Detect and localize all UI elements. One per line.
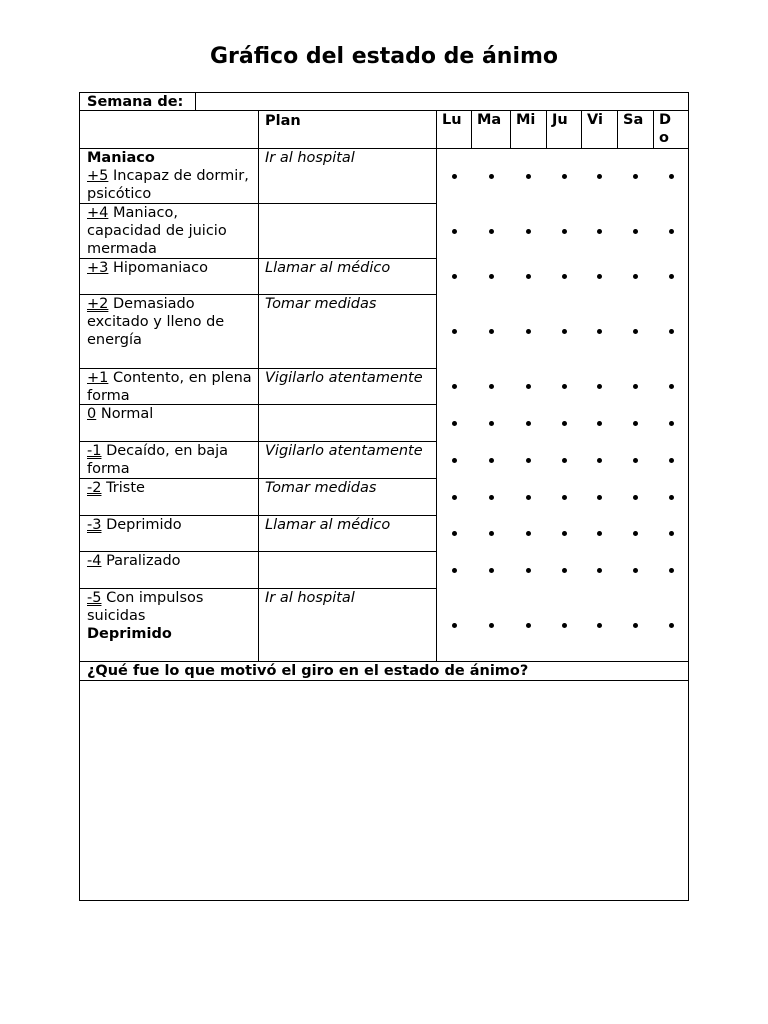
plan-action: Vigilarlo atentamente — [265, 443, 423, 459]
mood-score: +3 — [87, 260, 109, 276]
mood-dot[interactable] — [489, 458, 494, 463]
mood-level-label — [87, 369, 253, 405]
mood-score: -5 — [87, 590, 102, 606]
day-column-divider — [471, 110, 472, 148]
plan-action: Ir al hospital — [265, 150, 355, 166]
mood-score: -1 — [87, 443, 102, 459]
mood-dot[interactable] — [669, 384, 674, 389]
day-header: Lu — [442, 112, 462, 128]
mood-dot[interactable] — [562, 568, 567, 573]
mood-dot[interactable] — [597, 421, 602, 426]
mood-dot[interactable] — [562, 495, 567, 500]
mood-dot[interactable] — [526, 174, 531, 179]
mood-dot[interactable] — [669, 568, 674, 573]
mood-dot[interactable] — [597, 495, 602, 500]
plan-action: Llamar al médico — [265, 260, 391, 276]
mood-dot[interactable] — [669, 531, 674, 536]
answer-area[interactable] — [80, 681, 688, 900]
mood-dot[interactable] — [597, 623, 602, 628]
mood-level-label — [87, 516, 253, 534]
mood-dot[interactable] — [669, 458, 674, 463]
mood-level-label — [87, 259, 253, 277]
column-divider — [436, 110, 437, 661]
plan-action: Tomar medidas — [265, 296, 377, 312]
plan-action: Tomar medidas — [265, 480, 377, 496]
mood-dot[interactable] — [452, 568, 457, 573]
mood-description: Incapaz de dormir, psicótico — [87, 168, 249, 202]
mood-dot[interactable] — [452, 174, 457, 179]
mood-level-label — [87, 405, 253, 423]
mood-dot[interactable] — [633, 458, 638, 463]
mood-description: Demasiado excitado y lleno de energía — [87, 296, 225, 348]
mood-description: Decaído, en baja forma — [87, 443, 229, 477]
plan-action: Llamar al médico — [265, 517, 391, 533]
mood-dot[interactable] — [489, 229, 494, 234]
mood-dot[interactable] — [562, 174, 567, 179]
mood-dot[interactable] — [452, 623, 457, 628]
mood-description: Deprimido — [101, 517, 182, 533]
day-column-divider — [617, 110, 618, 148]
plan-action: Vigilarlo atentamente — [265, 370, 423, 386]
mood-dot[interactable] — [633, 384, 638, 389]
mood-dot[interactable] — [526, 274, 531, 279]
day-header: Vi — [587, 112, 603, 128]
mood-score: +2 — [87, 296, 109, 312]
mood-dot[interactable] — [633, 174, 638, 179]
day-header: Sa — [623, 112, 644, 128]
mood-dot[interactable] — [562, 531, 567, 536]
mood-dot[interactable] — [489, 174, 494, 179]
mood-dot[interactable] — [669, 495, 674, 500]
column-divider — [258, 110, 259, 661]
question-label: ¿Qué fue lo que motivó el giro en el estado de ánimo? — [87, 663, 529, 679]
day-column-divider — [546, 110, 547, 148]
mood-dot[interactable] — [526, 384, 531, 389]
mood-dot[interactable] — [526, 329, 531, 334]
mood-dot[interactable] — [597, 568, 602, 573]
mood-dot[interactable] — [489, 421, 494, 426]
mood-description: Con impulsos suicidas — [87, 590, 204, 624]
mood-dot[interactable] — [669, 329, 674, 334]
mood-dot[interactable] — [597, 329, 602, 334]
mood-dot[interactable] — [562, 421, 567, 426]
mood-dot[interactable] — [489, 384, 494, 389]
mood-dot[interactable] — [669, 421, 674, 426]
mood-dot[interactable] — [526, 623, 531, 628]
mood-dot[interactable] — [489, 495, 494, 500]
plan-header: Plan — [265, 113, 301, 129]
mood-dot[interactable] — [526, 458, 531, 463]
mood-dot[interactable] — [633, 274, 638, 279]
mood-dot[interactable] — [633, 329, 638, 334]
mood-dot[interactable] — [669, 274, 674, 279]
mood-score: +1 — [87, 370, 109, 386]
day-header: Ma — [477, 112, 502, 128]
mood-dot[interactable] — [633, 531, 638, 536]
mood-description: Normal — [96, 406, 154, 422]
mood-score: -3 — [87, 517, 102, 533]
mood-level-label — [87, 589, 253, 643]
mood-dot[interactable] — [489, 623, 494, 628]
mood-dot[interactable] — [452, 458, 457, 463]
mood-dot[interactable] — [669, 623, 674, 628]
mood-dot[interactable] — [489, 274, 494, 279]
mood-dot[interactable] — [452, 531, 457, 536]
mood-dot[interactable] — [526, 568, 531, 573]
mood-dot[interactable] — [669, 174, 674, 179]
week-label: Semana de: — [87, 94, 184, 110]
mood-dot[interactable] — [597, 274, 602, 279]
mood-level-label — [87, 442, 253, 478]
mood-dot[interactable] — [526, 531, 531, 536]
day-column-divider — [510, 110, 511, 148]
day-column-divider — [653, 110, 654, 148]
week-field-divider — [195, 92, 196, 110]
mood-description: Hipomaniaco — [108, 260, 208, 276]
mood-dot[interactable] — [526, 229, 531, 234]
mood-dot[interactable] — [633, 421, 638, 426]
mood-level-label — [87, 204, 253, 258]
mood-description: Triste — [101, 480, 145, 496]
mood-score: 0 — [87, 406, 97, 422]
mood-dot[interactable] — [489, 329, 494, 334]
mood-dot[interactable] — [562, 329, 567, 334]
mood-description: Contento, en plena forma — [87, 370, 252, 404]
mood-description: Maniaco, capacidad de juicio mermada — [87, 205, 227, 257]
mood-score: -4 — [87, 553, 102, 569]
mood-dot[interactable] — [597, 384, 602, 389]
mood-dot[interactable] — [562, 274, 567, 279]
mood-dot[interactable] — [562, 229, 567, 234]
day-column-divider — [581, 110, 582, 148]
mood-dot[interactable] — [526, 421, 531, 426]
plan-action: Ir al hospital — [265, 590, 355, 606]
mood-dot[interactable] — [452, 274, 457, 279]
mood-level-label — [87, 552, 253, 570]
day-header: Ju — [552, 112, 568, 128]
mood-dot[interactable] — [452, 229, 457, 234]
mood-dot[interactable] — [669, 229, 674, 234]
mood-description: Paralizado — [101, 553, 181, 569]
mood-dot[interactable] — [489, 531, 494, 536]
mood-level-label — [87, 149, 253, 203]
mood-dot[interactable] — [452, 329, 457, 334]
mood-dot[interactable] — [452, 384, 457, 389]
week-field[interactable] — [195, 92, 688, 93]
mood-score: -2 — [87, 480, 102, 496]
mood-dot[interactable] — [562, 623, 567, 628]
page-title: Gráfico del estado de ánimo — [209, 44, 559, 69]
mood-score: +5 — [87, 168, 109, 184]
manic-label: Maniaco — [87, 150, 155, 166]
mood-dot[interactable] — [597, 174, 602, 179]
mood-dot[interactable] — [633, 568, 638, 573]
mood-dot[interactable] — [597, 458, 602, 463]
mood-dot[interactable] — [452, 421, 457, 426]
mood-level-label — [87, 479, 253, 497]
mood-dot[interactable] — [562, 458, 567, 463]
mood-level-label — [87, 295, 253, 349]
mood-dot[interactable] — [633, 623, 638, 628]
mood-dot[interactable] — [633, 495, 638, 500]
day-header: D o — [659, 112, 672, 146]
mood-score: +4 — [87, 205, 109, 221]
depressed-label: Deprimido — [87, 626, 172, 642]
day-header: Mi — [516, 112, 536, 128]
mood-dot[interactable] — [489, 568, 494, 573]
mood-dot[interactable] — [597, 531, 602, 536]
mood-dot[interactable] — [452, 495, 457, 500]
mood-dot[interactable] — [633, 229, 638, 234]
mood-dot[interactable] — [562, 384, 567, 389]
mood-dot[interactable] — [526, 495, 531, 500]
mood-dot[interactable] — [597, 229, 602, 234]
